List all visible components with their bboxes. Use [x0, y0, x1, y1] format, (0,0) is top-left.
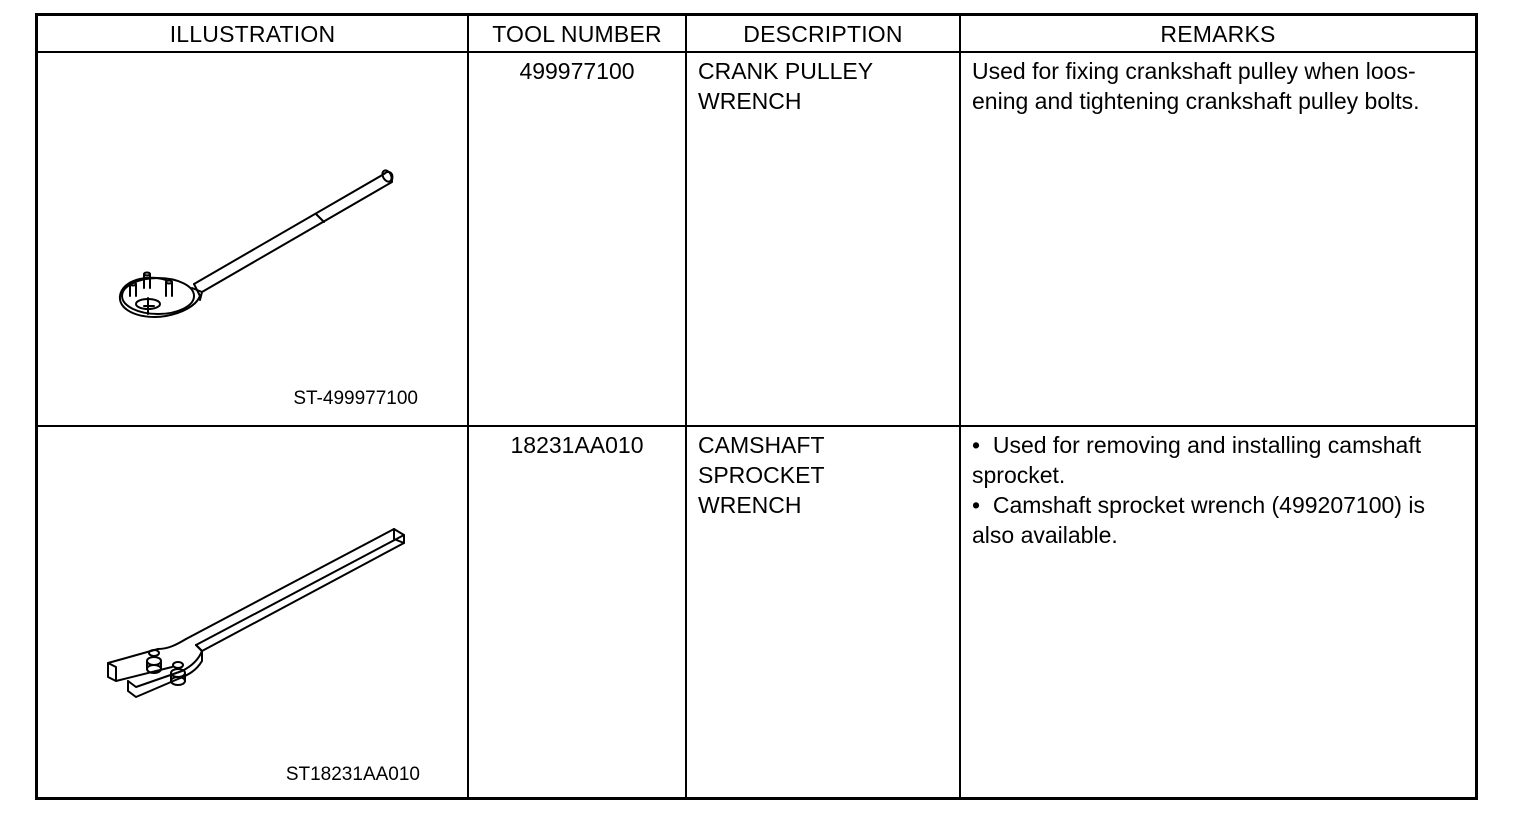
- remark-bullet-item: [972, 490, 1472, 550]
- remark-text: also available.: [972, 522, 1118, 548]
- remark-line: Used for fixing crankshaft pulley when loos-: [972, 58, 1416, 84]
- bullet-icon: •: [972, 432, 981, 458]
- crank-pulley-wrench-drawing: [108, 156, 398, 326]
- tool-number: 18231AA010: [510, 432, 644, 458]
- header-tool-number: TOOL NUMBER: [492, 21, 662, 47]
- remark-text: Used for removing and installing camshaft: [992, 432, 1422, 458]
- description: [698, 56, 956, 116]
- camshaft-sprocket-wrench-drawing: [98, 521, 418, 701]
- description-line: CAMSHAFT: [698, 432, 825, 458]
- row-divider: [38, 425, 1475, 427]
- header-remarks: REMARKS: [1160, 21, 1276, 47]
- bullet-icon: •: [972, 492, 981, 518]
- description-line: SPROCKET: [698, 462, 825, 488]
- column-divider: [685, 16, 687, 797]
- illustration-label: ST18231AA010: [285, 764, 420, 785]
- remark-line: ening and tightening crankshaft pulley bolts.: [972, 88, 1420, 114]
- header-illustration: ILLUSTRATION: [169, 21, 336, 47]
- description-line: WRENCH: [698, 492, 802, 518]
- remark-text: sprocket.: [972, 462, 1066, 488]
- remark-bullet-item: [972, 430, 1472, 490]
- description: [698, 430, 956, 520]
- remarks: [972, 56, 1472, 116]
- description-line: WRENCH: [698, 88, 802, 114]
- column-divider: [467, 16, 469, 797]
- remarks: [972, 430, 1472, 550]
- illustration-label: ST-499977100: [293, 388, 418, 409]
- description-line: CRANK PULLEY: [698, 58, 874, 84]
- column-divider: [959, 16, 961, 797]
- special-tools-table: [35, 13, 1478, 800]
- tool-number: 499977100: [519, 58, 635, 84]
- remark-text: Camshaft sprocket wrench (499207100) is: [992, 492, 1425, 518]
- header-description: DESCRIPTION: [743, 21, 903, 47]
